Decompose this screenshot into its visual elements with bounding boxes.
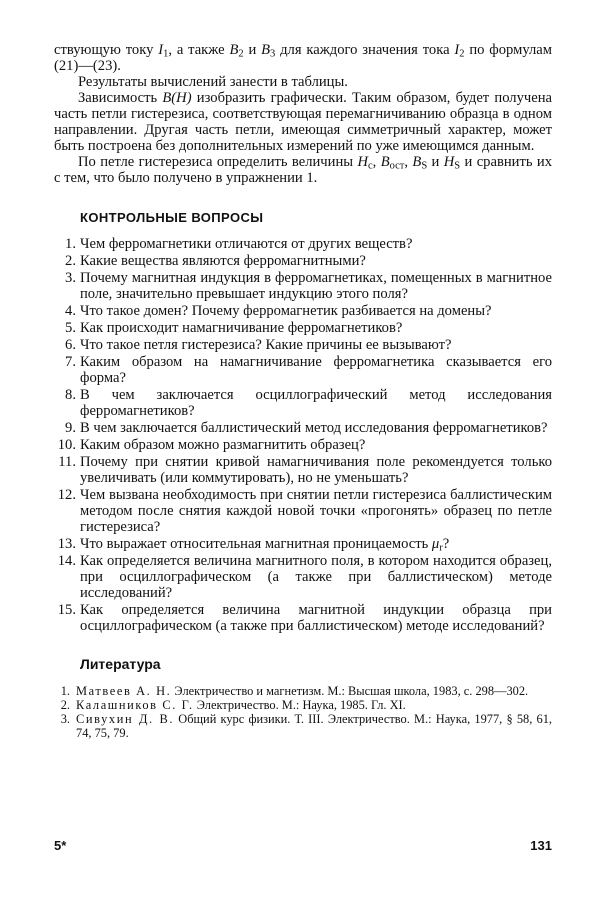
question-item: 10. Каким образом можно размагнитить образец?	[57, 437, 366, 453]
reference-item: 3. Сивухин Д. В. Общий курс физики. Т. III. Электричество. М.: Наука, 1977, § 58, 61, 74, 75, 79.	[60, 712, 552, 740]
page-number: 131	[530, 838, 552, 853]
intro-paragraph-3: Зависимость B(H) изобразить графически. Таким образом, будет получена часть петли гистерезиса, соответствующая перемагничиванию образца в одном направлении. Другая часть петли, имеющая симметричный характер, может быть построена без дополнительных измерений по уже имеющимся данным.	[54, 90, 552, 154]
literature-heading: Литература	[80, 656, 161, 672]
question-item: 15. Как определяется величина магнитной индукции образца при осциллографическом (а также при баллистическом) методе исследований?	[57, 602, 552, 634]
question-item: 3. Почему магнитная индукция в ферромагнетиках, помещенных в магнитное поле, значительно превышает индукцию этого поля?	[65, 270, 552, 302]
signature-mark: 5*	[54, 838, 67, 853]
question-item: 5. Как происходит намагничивание ферромагнетиков?	[65, 320, 403, 336]
intro-paragraph-1: ствующую току $I_1$, а также $B_2$ и $B_3$ для каждого значения тока $I_2$ по формулам (21)—(23).	[54, 42, 553, 74]
question-item: 2. Какие вещества являются ферромагнитными?	[65, 253, 366, 269]
questions-list	[54, 236, 552, 634]
question-item: 13. Что выражает относительная магнитная проницаемость $\mu_r$?	[57, 536, 450, 554]
intro-paragraph-4: По петле гистерезиса определить величины $H_c$, $B_{ост}$, $B_S$ и $H_S$ и сравнить их с тем, что было получено в упражнении 1.	[54, 154, 552, 186]
question-item: 11. Почему при снятии кривой намагничивания поле рекомендуется только увеличивать (или коммутировать), но не уменьшать?	[58, 454, 552, 486]
question-item: 1. Чем ферромагнетики отличаются от других веществ?	[65, 236, 413, 252]
question-item: 6. Что такое петля гистерезиса? Какие причины ее вызывают?	[65, 337, 452, 353]
intro-paragraph-2: Результаты вычислений занести в таблицы.	[78, 74, 348, 90]
questions-heading: КОНТРОЛЬНЫЕ ВОПРОСЫ	[80, 210, 264, 225]
page-footer	[54, 838, 552, 853]
question-item: 14. Как определяется величина магнитного поля, в котором находится образец, при осциллографическом (а также при баллистическом) методе исследований?	[57, 553, 552, 601]
question-item: 8. В чем заключается осциллографический метод исследования ферромагнетиков?	[65, 387, 552, 419]
references-list	[54, 684, 552, 740]
reference-item: 2. Калашников С. Г. Электричество. М.: Наука, 1985. Гл. XI.	[60, 698, 406, 712]
question-item: 12. Чем вызвана необходимость при снятии петли гистерезиса баллистическим методом после снятия каждой новой точки «прогонять» образец по петле гистерезиса?	[57, 487, 552, 535]
question-item: 4. Что такое домен? Почему ферромагнетик разбивается на домены?	[65, 303, 492, 319]
reference-item: 1. Матвеев А. Н. Электричество и магнетизм. М.: Высшая школа, 1983, с. 298—302.	[60, 684, 529, 698]
question-item: 7. Каким образом на намагничивание ферромагнетика сказывается его форма?	[65, 354, 552, 386]
page-body	[54, 42, 552, 740]
question-item: 9. В чем заключается баллистический метод исследования ферромагнетиков?	[65, 420, 548, 436]
